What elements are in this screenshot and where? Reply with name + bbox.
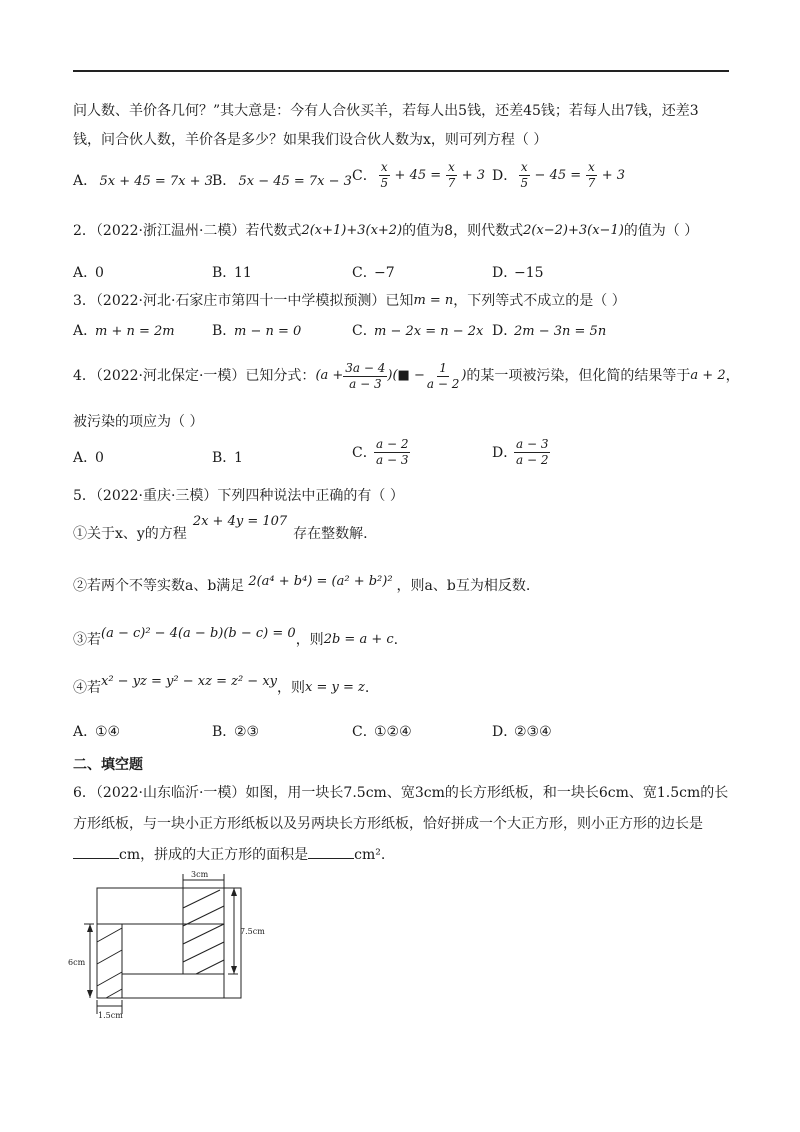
section-heading-fill-blank: 二、填空题: [73, 757, 143, 773]
q4-result: a + 2: [690, 368, 726, 383]
q1-d-frac1: $\frac{x}{5}$: [520, 160, 529, 190]
q1-text-line1: 问人数、羊价各几何？”其大意是：今有人合伙买羊，若每人出5钱，还差45钱；若每人出7钱，还差3: [73, 103, 699, 119]
q5-statement-4: ④若x² − yz = y² − xz = z² − xy，则x = y = z.: [73, 674, 370, 696]
label-6cm: 6cm: [68, 958, 86, 967]
header-rule: [73, 70, 729, 72]
q1-option-b[interactable]: B． 5x − 45 = 7x − 3: [212, 173, 352, 189]
q5-option-d[interactable]: D．②③④: [492, 724, 552, 740]
q6-text-line1: 6．（2022·山东临沂·一模）如图，用一块长7.5cm、宽3cm的长方形纸板，和一块长6cm、宽1.5cm的长: [73, 785, 729, 801]
q1-option-a[interactable]: A． 5x + 45 = 7x + 3: [73, 173, 213, 189]
big-square-outline: [97, 888, 241, 998]
q1-c-frac1: $\frac{x}{5}$: [380, 160, 389, 190]
q2-option-b[interactable]: B．11: [212, 265, 252, 281]
q5-option-c[interactable]: C．①②④: [352, 724, 412, 740]
q5-statement-1: ①关于x、y的方程2x + 4y = 107存在整数解.: [73, 514, 368, 542]
q6-blank-2[interactable]: [308, 844, 354, 859]
q6-text-line3: cm，拼成的大正方形的面积是 cm².: [73, 844, 385, 865]
rect-6cm-inner: [97, 924, 224, 998]
q3-expr: m = n: [413, 293, 454, 308]
q1-option-b-expr: 5x − 45 = 7x − 3: [238, 173, 352, 189]
q3-option-a[interactable]: A．m + n = 2m: [73, 323, 175, 339]
q4-frac1: $\frac{3a - 4}{a - 3}$: [345, 360, 386, 391]
q4-option-b[interactable]: B．1: [212, 450, 243, 466]
q1-option-c[interactable]: C． $\frac{x}{5}$ + 45 = $\frac{x}{7}$ + 3: [352, 160, 485, 190]
q1-d-frac2: $\frac{x}{7}$: [587, 160, 596, 190]
q4-option-c[interactable]: C． $\frac{a - 2}{a - 3}$: [352, 437, 409, 467]
q5-option-b[interactable]: B．②③: [212, 724, 260, 740]
q3-option-b[interactable]: B．m − n = 0: [212, 323, 302, 339]
q2-option-a[interactable]: A．0: [73, 265, 104, 281]
label-3cm: 3cm: [191, 870, 209, 879]
q3-stem: 3．（2022·河北·石家庄市第四十一中学模拟预测）已知m = n，下列等式不成立的是（ ）: [73, 293, 626, 309]
label-1-5cm: 1.5cm: [98, 1011, 123, 1020]
q2-option-c[interactable]: C．−7: [352, 265, 395, 281]
q1-text-line2: 钱，问合伙人数，羊价各是多少？如果我们设合伙人数为x，则可列方程（ ）: [73, 132, 548, 148]
q2-expr2: 2(x−2)+3(x−1): [523, 223, 624, 238]
q4-frac2: $\frac{1}{a - 2}$: [426, 360, 460, 391]
label-7-5cm: 7.5cm: [240, 927, 265, 936]
q4-stem: 4．（2022·河北保定·一模）已知分式：(a + $\frac{3a - 4}{a - 3}$ )(■ − $\frac{1}{a - 2}$ )的某一项被污染，但化简的结果等于a + 2，: [73, 358, 740, 394]
q6-text-line2: 方形纸板，与一块小正方形纸板以及另两块长方形纸板，恰好拼成一个大正方形，则小正方形的边长是: [73, 816, 703, 832]
q4-option-d[interactable]: D． $\frac{a - 3}{a - 2}$: [492, 437, 549, 467]
q5-statement-2: ②若两个不等实数a、b满足 2(a⁴ + b⁴) = (a² + b²)² ，则a、b互为相反数.: [73, 574, 531, 594]
q4-stem-line2: 被污染的项应为（ ）: [73, 414, 204, 430]
q3-option-c[interactable]: C．m − 2x = n − 2x: [352, 323, 484, 339]
q6-blank-1[interactable]: [73, 844, 119, 859]
q1-c-frac2: $\frac{x}{7}$: [447, 160, 456, 190]
q5-stem: 5．（2022·重庆·三模）下列四种说法中正确的有（ ）: [73, 488, 404, 504]
q5-statement-3: ③若(a − c)² − 4(a − b)(b − c) = 0，则2b = a + c.: [73, 626, 399, 648]
q2-option-d[interactable]: D．−15: [492, 265, 544, 281]
q2-expr1: 2(x+1)+3(x+2): [301, 223, 403, 238]
rect-7-5cm: [183, 888, 224, 974]
q6-figure: [60, 868, 280, 1023]
q5-option-a[interactable]: A．①④: [73, 724, 121, 740]
q4-option-a[interactable]: A．0: [73, 450, 104, 466]
q1-option-d[interactable]: D． $\frac{x}{5}$ − 45 = $\frac{x}{7}$ + 3: [492, 160, 625, 190]
q1-option-a-expr: 5x + 45 = 7x + 3: [99, 173, 213, 189]
q3-option-d[interactable]: D．2m − 3n = 5n: [492, 323, 607, 339]
q2-stem: 2．（2022·浙江温州·二模）若代数式2(x+1)+3(x+2)的值为8，则代数式2(x−2)+3(x−1)的值为（ ）: [73, 223, 699, 239]
